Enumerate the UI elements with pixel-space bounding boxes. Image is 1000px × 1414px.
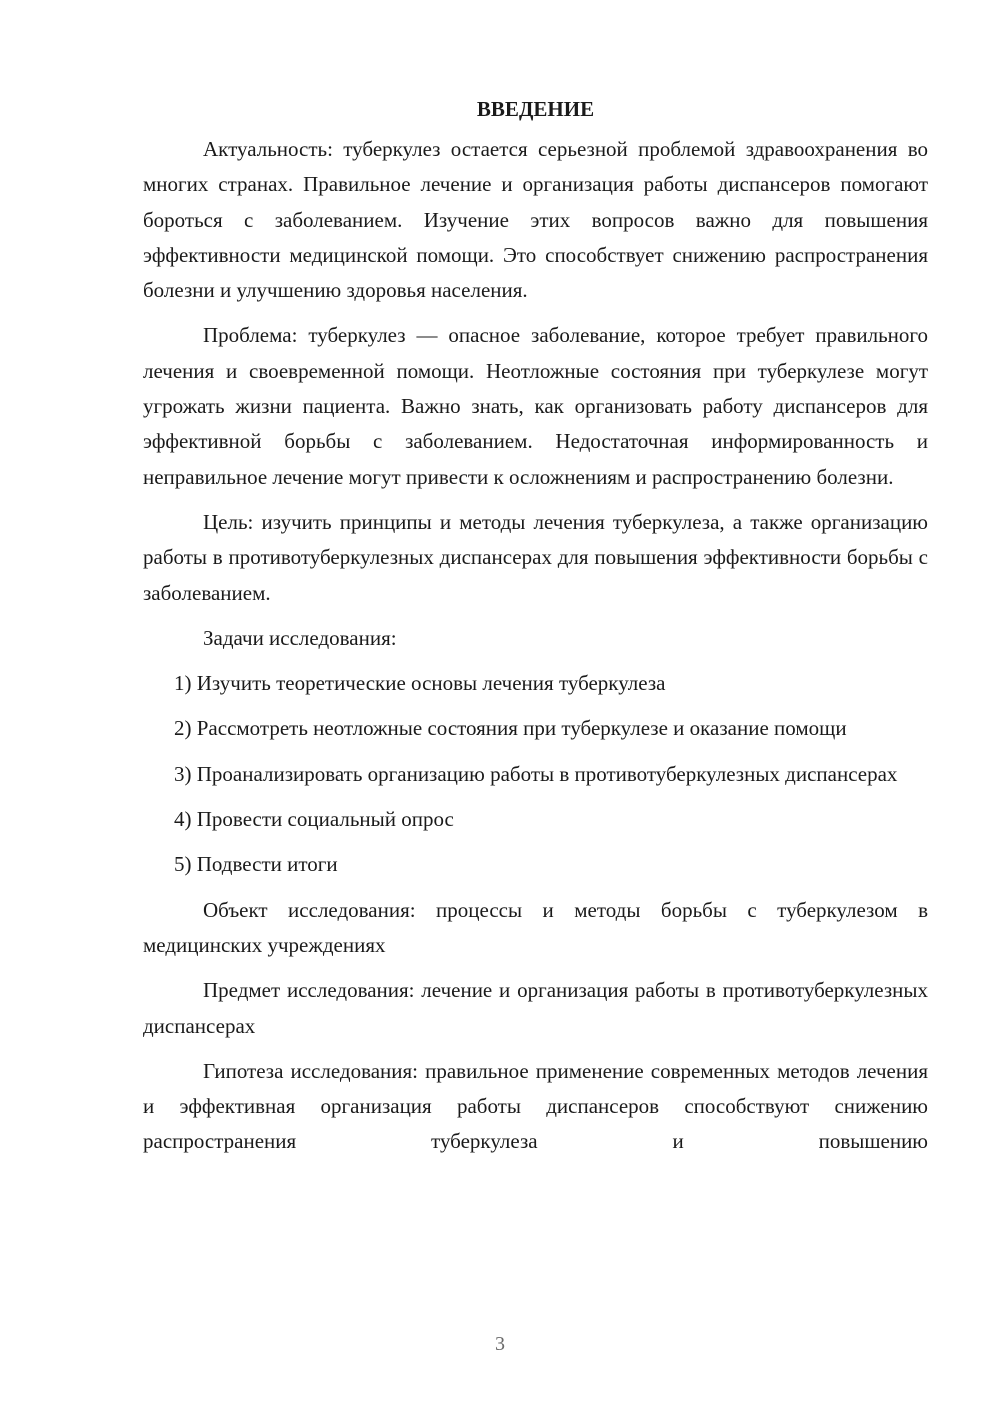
task-item-1: 1) Изучить теоретические основы лечения туберкулеза [174,671,666,696]
task-item-2: 2) Рассмотреть неотложные состояния при туберкулезе и оказание помощи [174,716,847,741]
paragraph-subject: Предмет исследования: лечение и организация работы в противотуберкулезных диспансерах [143,978,928,1038]
paragraph-goal: Цель: изучить принципы и методы лечения туберкулеза, а также организацию работы в противотуберкулезных диспансерах для повышения эффективности борьбы с заболеванием. [143,509,928,605]
task-item-5: 5) Подвести итоги [174,852,338,877]
paragraph-hypothesis: Гипотеза исследования: правильное применение современных методов лечения и эффективная организация работы диспансеров способствуют снижению распространения туберкулеза и повышению [143,1058,928,1154]
document-page [143,92,928,1170]
task-item-3: 3) Проанализировать организацию работы в противотуберкулезных диспансерах [174,761,898,786]
task-item-4: 4) Провести социальный опрос [174,807,454,832]
paragraph-problem: Проблема: туберкулез — опасное заболевание, которое требует правильного лечения и своевременной помощи. Неотложные состояния при туберкулезе могут угрожать жизни пациента. Важно знать, как организовать работу диспансеров для эффективной борьбы с заболеванием. Недостаточная информированность и неправильное лечение могут привести к осложнениям и распространению болезни. [143,323,928,489]
section-heading: ВВЕДЕНИЕ [476,97,595,121]
paragraph-object: Объект исследования: процессы и методы борьбы с туберкулезом в медицинских учреждениях [143,897,928,957]
page-number: 3 [495,1333,505,1355]
tasks-title: Задачи исследования: [203,625,397,650]
paragraph-relevance: Актуальность: туберкулез остается серьезной проблемой здравоохранения во многих странах. Правильное лечение и организация работы диспансеров помогают бороться с заболеванием. Изучение этих вопросов важно для повышения эффективности медицинской помощи. Это способствует снижению распространения болезни и улучшению здоровья населения. [143,137,928,303]
